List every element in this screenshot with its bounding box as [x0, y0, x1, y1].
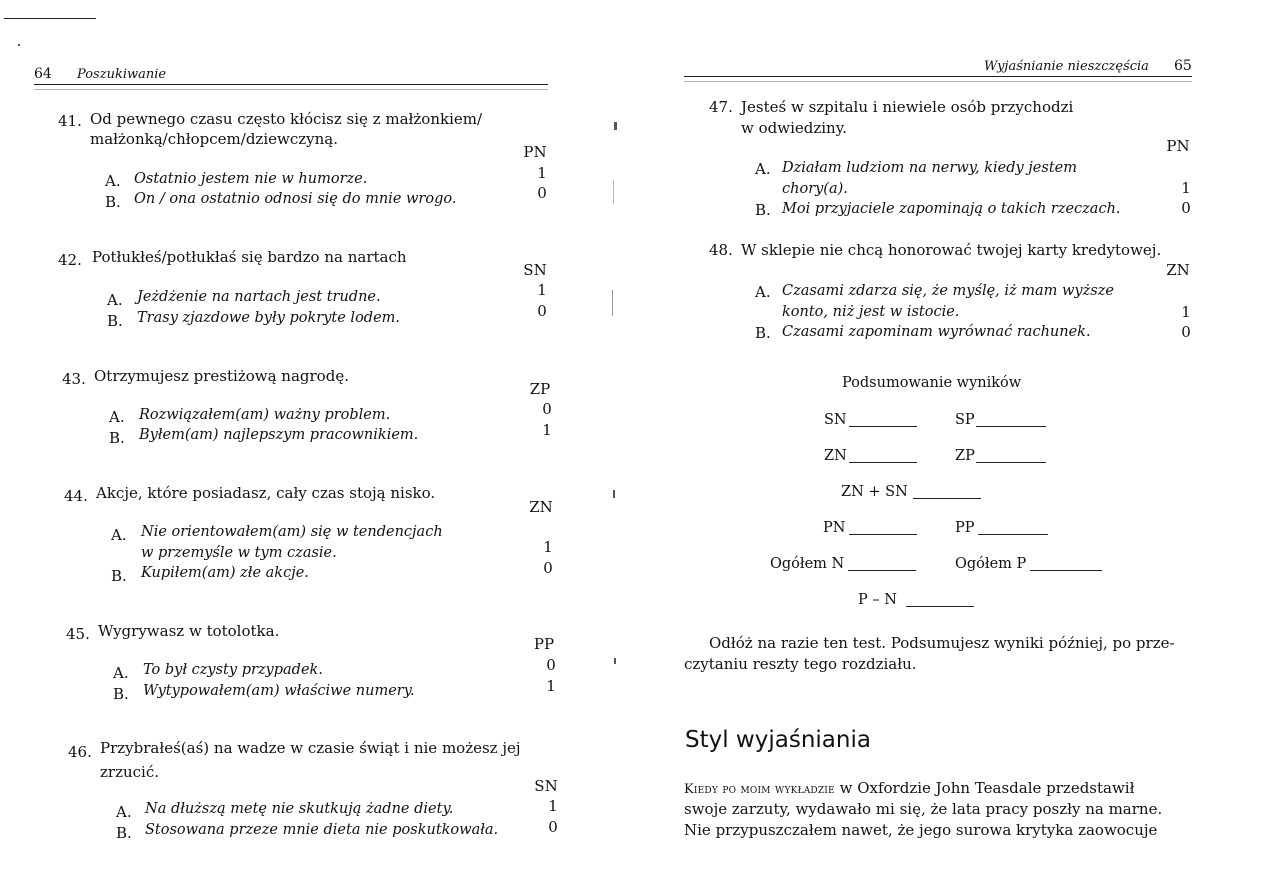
right-page-number: 65	[1174, 58, 1192, 74]
instruction-line: czytaniu reszty tego rozdziału.	[684, 655, 917, 673]
question-number: 46.	[68, 743, 92, 761]
answer-points: 0	[542, 400, 552, 418]
question-number: 44.	[64, 487, 88, 505]
body-paragraph-line: Nie przypuszczałem nawet, że jego surowa krytyka zaowocuje	[684, 821, 1158, 839]
blank-line	[978, 534, 1048, 535]
question-number: 47.	[709, 98, 733, 116]
question-text-line: Przybrałeś(aś) na wadze w czasie świąt i nie możesz jej	[100, 739, 521, 757]
answer-text: On / ona ostatnio odnosi się do mnie wrogo.	[134, 191, 457, 207]
blank-line	[976, 462, 1046, 463]
answer-text: w przemyśle w tym czasie.	[141, 545, 337, 561]
scan-speck	[612, 290, 613, 316]
summary-label-zn: ZN	[824, 448, 847, 464]
answer-text: Moi przyjaciele zapominają o takich rzeczach.	[782, 201, 1121, 217]
summary-label-p-minus-n: P – N	[858, 592, 897, 608]
right-running-title: Wyjaśnianie nieszczęścia	[984, 59, 1149, 74]
answer-text: chory(a).	[782, 181, 848, 197]
answer-text: Wytypowałem(am) właściwe numery.	[143, 683, 415, 699]
answer-letter: A.	[105, 172, 121, 190]
top-scan-mark	[4, 18, 96, 19]
answer-letter: A.	[107, 291, 123, 309]
lead-in-smallcaps: Kiedy po moim wykładzie	[684, 782, 835, 797]
answer-text: Działam ludziom na nerwy, kiedy jestem	[782, 160, 1077, 176]
answer-points: 0	[537, 184, 547, 202]
left-header-rule-2	[34, 89, 548, 90]
blank-line	[849, 534, 917, 535]
instruction-line: Odłóż na razie ten test. Podsumujesz wyniki później, po prze-	[709, 634, 1175, 652]
answer-letter: B.	[107, 312, 123, 330]
question-number: 42.	[58, 251, 82, 269]
answer-points: 1	[1181, 179, 1191, 197]
answer-points: 0	[1181, 323, 1191, 341]
scale-code: PN	[1166, 137, 1190, 155]
summary-title: Podsumowanie wyników	[842, 375, 1022, 391]
answer-points: 1	[1181, 303, 1191, 321]
blank-line	[906, 606, 974, 607]
scan-speck	[614, 658, 616, 664]
answer-letter: B.	[113, 685, 129, 703]
answer-points: 0	[537, 302, 547, 320]
answer-letter: B.	[755, 324, 771, 342]
answer-points: 0	[1181, 199, 1191, 217]
blank-line	[913, 498, 981, 499]
answer-text: Czasami zapominam wyrównać rachunek.	[782, 324, 1091, 340]
answer-points: 1	[546, 677, 556, 695]
question-number: 48.	[709, 241, 733, 259]
question-text-line: Od pewnego czasu często kłócisz się z małżonkiem/	[90, 110, 483, 128]
question-number: 43.	[62, 370, 86, 388]
question-number: 45.	[66, 625, 90, 643]
answer-letter: B.	[105, 193, 121, 211]
answer-letter: A.	[111, 526, 127, 544]
answer-letter: A.	[109, 408, 125, 426]
right-header-rule	[684, 76, 1192, 77]
answer-points: 1	[537, 164, 547, 182]
answer-points: 1	[537, 281, 547, 299]
summary-label-total-p: Ogółem P	[955, 556, 1027, 572]
scale-code: ZN	[1166, 261, 1190, 279]
blank-line	[849, 426, 917, 427]
question-text-line: W sklepie nie chcą honorować twojej karty kredytowej.	[741, 241, 1162, 259]
body-paragraph-line: swoje zarzuty, wydawało mi się, że lata pracy poszły na marne.	[684, 800, 1163, 818]
question-text-line: Jesteś w szpitalu i niewiele osób przychodzi	[741, 98, 1074, 116]
question-number: 41.	[58, 112, 82, 130]
answer-letter: A.	[113, 664, 129, 682]
left-header-rule	[34, 84, 548, 85]
answer-text: konto, niż jest w istocie.	[782, 304, 960, 320]
summary-label-zn-sn: ZN + SN	[841, 484, 908, 500]
question-text-line: zrzucić.	[100, 763, 160, 781]
answer-text: Jeżdżenie na nartach jest trudne.	[137, 289, 381, 305]
answer-letter: A.	[755, 160, 771, 178]
answer-points: 1	[548, 797, 558, 815]
answer-text: Ostatnio jestem nie w humorze.	[134, 171, 368, 187]
left-page-number: 64	[34, 66, 52, 82]
scan-speck	[614, 122, 617, 130]
question-text-line: Akcje, które posiadasz, cały czas stoją nisko.	[96, 484, 436, 502]
blank-line	[848, 570, 916, 571]
question-text-line: Wygrywasz w totolotka.	[98, 622, 280, 640]
answer-text: Stosowana przeze mnie dieta nie poskutkowała.	[145, 822, 499, 838]
scale-code: SN	[534, 777, 558, 795]
body-paragraph-line	[684, 778, 1134, 800]
question-text-line: Potłukłeś/potłukłaś się bardzo na nartach	[92, 248, 407, 266]
answer-letter: B.	[755, 201, 771, 219]
blank-line	[1030, 570, 1102, 571]
answer-text: Czasami zdarza się, że myślę, iż mam wyższe	[782, 283, 1114, 299]
answer-letter: B.	[111, 567, 127, 585]
body-text: w Oxfordzie John Teasdale przedstawił	[834, 779, 1135, 797]
scale-code: PN	[523, 143, 547, 161]
answer-text: Trasy zjazdowe były pokryte lodem.	[137, 310, 401, 326]
answer-letter: B.	[116, 824, 132, 842]
answer-letter: A.	[116, 803, 132, 821]
summary-label-total-n: Ogółem N	[770, 556, 845, 572]
scan-speck	[18, 44, 20, 46]
answer-text: Nie orientowałem(am) się w tendencjach	[141, 524, 443, 540]
question-text-line: małżonką/chłopcem/dziewczyną.	[90, 130, 338, 148]
summary-label-zp: ZP	[955, 448, 975, 464]
question-text-line: w odwiedziny.	[741, 119, 847, 137]
scale-code: ZP	[529, 380, 551, 398]
answer-points: 0	[548, 818, 558, 836]
answer-letter: B.	[109, 429, 125, 447]
answer-text: Byłem(am) najlepszym pracownikiem.	[139, 427, 419, 443]
answer-text: Rozwiązałem(am) ważny problem.	[139, 407, 391, 423]
answer-points: 1	[542, 421, 552, 439]
answer-text: Kupiłem(am) złe akcje.	[141, 565, 309, 581]
scale-code: SN	[523, 261, 547, 279]
answer-points: 0	[543, 559, 553, 577]
scan-speck	[613, 490, 615, 498]
left-running-title: Poszukiwanie	[77, 67, 167, 82]
question-text-line: Otrzymujesz prestiżową nagrodę.	[94, 367, 349, 385]
section-heading: Styl wyjaśniania	[685, 727, 871, 753]
answer-letter: A.	[755, 283, 771, 301]
answer-points: 0	[546, 656, 556, 674]
answer-text: To był czysty przypadek.	[143, 662, 323, 678]
summary-label-pp: PP	[955, 520, 975, 536]
answer-points: 1	[543, 538, 553, 556]
summary-label-pn: PN	[823, 520, 846, 536]
blank-line	[849, 462, 917, 463]
scan-speck	[613, 180, 614, 204]
summary-label-sn: SN	[824, 412, 847, 428]
right-header-rule-2	[684, 81, 1192, 82]
answer-text: Na dłuższą metę nie skutkują żadne diety.	[145, 801, 454, 817]
scale-code: PP	[533, 635, 555, 653]
scale-code: ZN	[529, 498, 553, 516]
summary-label-sp: SP	[955, 412, 975, 428]
blank-line	[976, 426, 1046, 427]
